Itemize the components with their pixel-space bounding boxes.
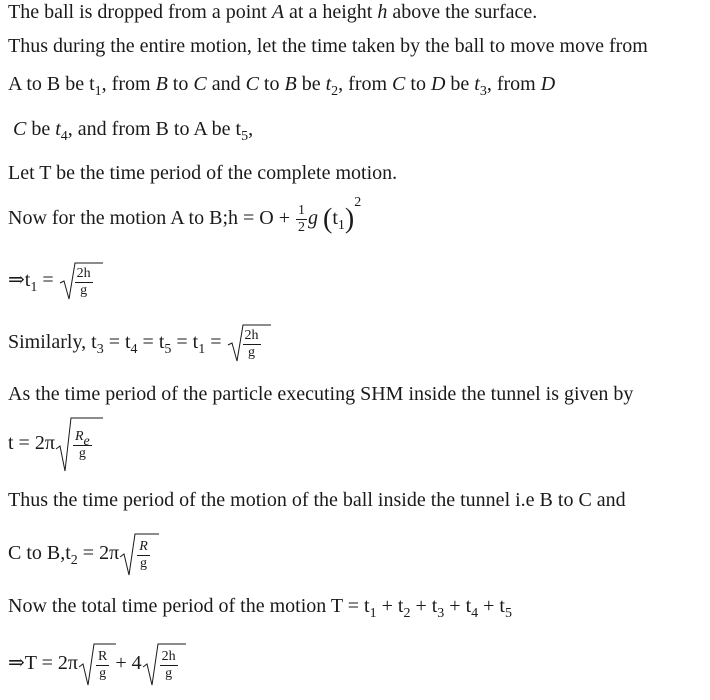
numerator: 2h bbox=[76, 266, 91, 282]
text: above the surface. bbox=[387, 1, 538, 23]
subscript: 1 bbox=[369, 606, 377, 621]
equation-t1 bbox=[8, 260, 94, 301]
denominator: g bbox=[165, 666, 173, 682]
text: be bbox=[445, 73, 475, 95]
numerator: 2h bbox=[244, 328, 259, 344]
var-C: C bbox=[13, 118, 27, 140]
subscript: 3 bbox=[96, 342, 104, 357]
text: = bbox=[205, 331, 227, 353]
equation-similarly bbox=[8, 322, 262, 363]
text: at a height bbox=[284, 1, 378, 23]
text: = t bbox=[171, 331, 199, 353]
denominator: g bbox=[139, 556, 147, 572]
text: Now for the motion A to B;h = O + bbox=[8, 207, 296, 229]
superscript: 2 bbox=[354, 195, 362, 210]
sqrt-2h-over-g bbox=[142, 641, 179, 687]
var-B: B bbox=[284, 73, 297, 95]
text: ⇒t bbox=[8, 269, 31, 291]
subscript: 5 bbox=[241, 129, 249, 144]
var-D: D bbox=[430, 73, 446, 95]
text: be bbox=[296, 73, 326, 95]
text: , from bbox=[101, 73, 156, 95]
radical-sign bbox=[78, 641, 116, 687]
denominator: g bbox=[80, 283, 88, 299]
subscript: 4 bbox=[130, 342, 138, 357]
text: = t bbox=[137, 331, 165, 353]
equation-shm-period bbox=[8, 414, 93, 473]
text: to bbox=[167, 73, 194, 95]
var-g: g bbox=[308, 207, 319, 229]
sqrt-2h-over-g bbox=[227, 323, 262, 363]
radical-sign bbox=[227, 323, 271, 363]
text: , from bbox=[486, 73, 541, 95]
text: to bbox=[405, 73, 431, 95]
subscript: 5 bbox=[164, 342, 172, 357]
var-C: C bbox=[245, 73, 259, 95]
radical-sign bbox=[55, 415, 103, 473]
numerator: 1 bbox=[298, 202, 306, 218]
line-as-time-period bbox=[8, 382, 633, 406]
text: As the time period of the particle executing SHM inside the tunnel is given by bbox=[8, 383, 634, 405]
text: The ball is dropped from a point bbox=[8, 1, 272, 23]
text: = t bbox=[103, 331, 131, 353]
equation-h bbox=[8, 195, 362, 237]
text: , from bbox=[338, 73, 393, 95]
text: Similarly, t bbox=[8, 331, 97, 353]
subscript: 1 bbox=[337, 218, 345, 233]
radical-sign bbox=[59, 261, 103, 301]
line-ball-dropped bbox=[8, 0, 537, 24]
sqrt-2h-over-g bbox=[59, 261, 94, 301]
subscript: 2 bbox=[403, 606, 411, 621]
paren-close: ) bbox=[344, 203, 355, 235]
text: Let T be the time period of the complete motion. bbox=[8, 162, 398, 184]
text: + 4 bbox=[110, 652, 142, 674]
line-time-definitions bbox=[8, 72, 556, 99]
text: Now the total time period of the motion T = t bbox=[8, 595, 370, 617]
line-thus-inside-tunnel bbox=[8, 488, 626, 512]
subscript: e bbox=[83, 434, 90, 450]
text: , bbox=[248, 118, 254, 140]
var-D: D bbox=[540, 73, 556, 95]
line-let-T bbox=[8, 161, 397, 185]
var-R: R bbox=[74, 429, 84, 445]
text: Thus the time period of the motion of the ball inside the tunnel i.e B to C and bbox=[8, 489, 626, 511]
var-t: t bbox=[325, 73, 332, 95]
subscript: 3 bbox=[437, 606, 445, 621]
subscript: 1 bbox=[30, 280, 38, 295]
text: C to B,t bbox=[8, 542, 71, 564]
sqrt-Re-over-g bbox=[55, 415, 93, 473]
var-t: t bbox=[474, 73, 480, 95]
text: , and from B to A be t bbox=[67, 118, 242, 140]
var-h: h bbox=[377, 1, 388, 23]
numerator: 2h bbox=[161, 649, 176, 665]
equation-total-period bbox=[8, 594, 512, 621]
text: ⇒T = 2π bbox=[8, 652, 78, 674]
subscript: 2 bbox=[331, 84, 339, 99]
line-thus-during bbox=[8, 34, 648, 58]
paren-open: ( bbox=[323, 203, 333, 235]
text: + t bbox=[376, 595, 404, 617]
text: Thus during the entire motion, let the time taken by the ball to move move from bbox=[8, 35, 648, 57]
subscript: 5 bbox=[504, 606, 512, 621]
text: be bbox=[26, 118, 56, 140]
subscript: 4 bbox=[471, 606, 479, 621]
radical-sign bbox=[142, 641, 186, 687]
subscript: 1 bbox=[198, 342, 206, 357]
radical-sign bbox=[119, 531, 159, 577]
numerator: R bbox=[98, 649, 108, 665]
text: = 2π bbox=[77, 542, 120, 564]
sqrt-R-over-g bbox=[119, 531, 151, 577]
denominator: g bbox=[99, 666, 107, 682]
text: = bbox=[37, 269, 59, 291]
var-t: t bbox=[55, 118, 61, 140]
text: A to B be t bbox=[8, 73, 95, 95]
numerator: R bbox=[139, 539, 148, 555]
var-C: C bbox=[193, 73, 207, 95]
var-t: t bbox=[332, 207, 338, 229]
subscript: 3 bbox=[479, 84, 487, 99]
line-time-definitions-cont bbox=[13, 117, 254, 144]
text: t = 2π bbox=[8, 432, 55, 454]
subscript: 4 bbox=[60, 129, 68, 144]
text: to bbox=[258, 73, 285, 95]
text: and bbox=[206, 73, 246, 95]
subscript: 1 bbox=[94, 84, 102, 99]
equation-t2 bbox=[8, 530, 151, 577]
denominator: g bbox=[248, 345, 256, 361]
text: + t bbox=[444, 595, 472, 617]
text: + t bbox=[410, 595, 438, 617]
subscript: 2 bbox=[70, 553, 78, 568]
var-B: B bbox=[155, 73, 168, 95]
sqrt-R-over-g bbox=[78, 641, 110, 687]
fraction-half bbox=[296, 204, 307, 235]
var-C: C bbox=[392, 73, 406, 95]
text: + t bbox=[478, 595, 505, 617]
denominator: 2 bbox=[298, 219, 306, 235]
denominator: g bbox=[78, 446, 86, 462]
var-A: A bbox=[271, 1, 285, 23]
equation-final-T bbox=[8, 640, 179, 687]
